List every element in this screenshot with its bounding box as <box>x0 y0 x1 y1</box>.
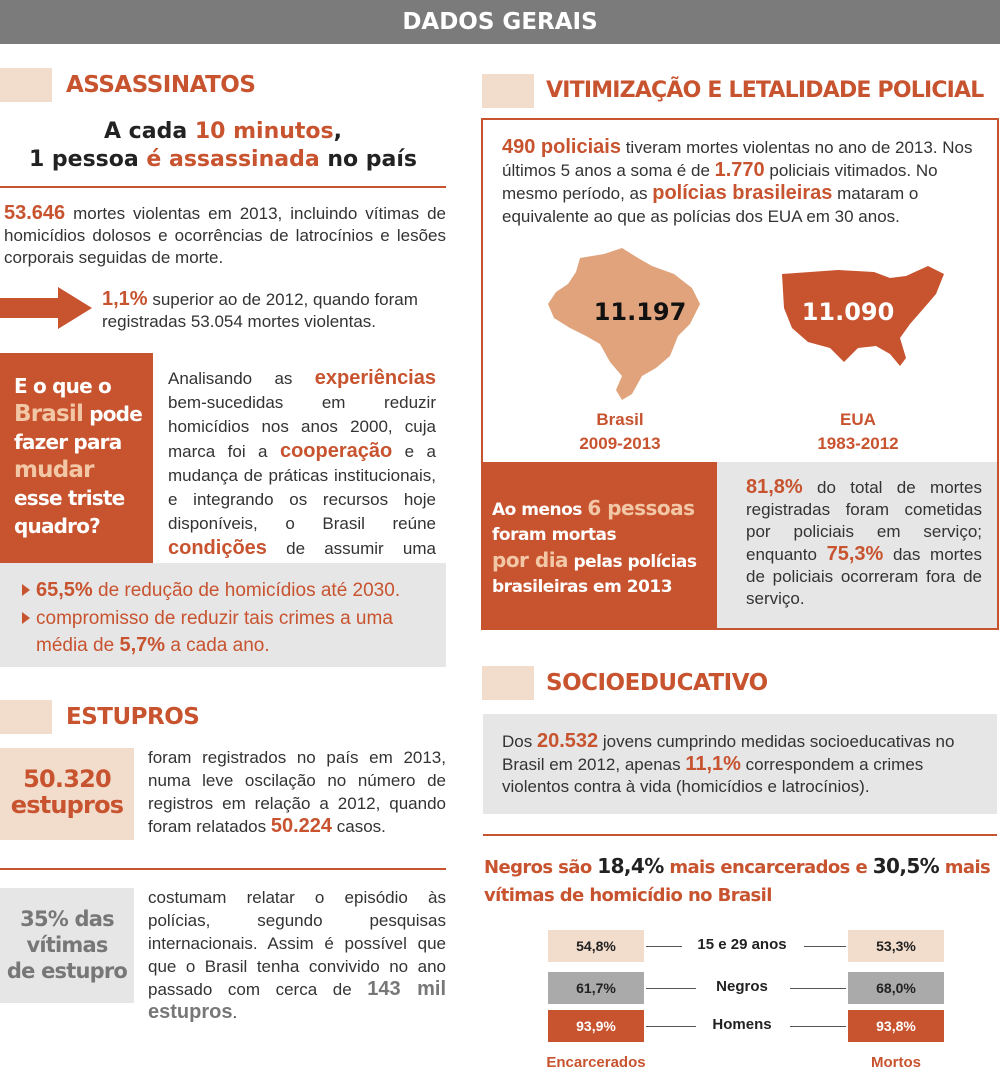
connector-line <box>646 946 682 947</box>
estupros-paragraph: foram registrados no país em 2013, numa leve oscilação no número de registros em relação a 2012, quando foram relatados 50.224 casos. <box>148 748 446 837</box>
encarcerados-pill: 61,7% <box>548 972 644 1004</box>
goal-2: compromisso de reduzir tais crimes a uma média de 5,7% a cada ano. <box>36 608 393 656</box>
connector-line <box>790 1026 846 1027</box>
mortos-pill: 53,3% <box>848 930 944 962</box>
mortos-label: Mortos <box>871 1054 921 1071</box>
divider <box>0 868 446 870</box>
section-marker <box>482 74 534 108</box>
assassinatos-headline: A cada 10 minutos, 1 pessoa é assassinada no país <box>28 119 418 172</box>
encarcerados-label: Encarcerados <box>546 1054 646 1071</box>
brasil-paragraph: Analisando as experiências bem-sucedidas em reduzir homicídios nos anos 2000, cuja marca foi a cooperação e a mudança de práticas institucionais, e integrando os recursos hoje disponíveis, o Brasil reúne condições de assumir uma <box>168 367 436 559</box>
encarcerados-pill: 54,8% <box>548 930 644 962</box>
row-label: Negros <box>716 978 768 995</box>
deaths-per-day-text: Ao menos 6 pessoas foram mortas por dia pelas polícias brasileiras em 2013 <box>492 496 697 597</box>
brasil-value: 11.197 <box>593 298 687 326</box>
row-label: 15 e 29 anos <box>697 936 787 953</box>
eua-label: EUA 1983-2012 <box>817 410 899 453</box>
police-stats-paragraph: 81,8% do total de mortes registradas foram cometidas por policiais em serviço; enquanto 75,3% das mortes de policiais ocorreram fora de serviço. <box>746 476 982 608</box>
connector-line <box>804 946 846 947</box>
goal-1: 65,5% de redução de homicídios até 2030. <box>36 579 401 601</box>
socioeducativo-title: SOCIOEDUCATIVO <box>546 670 768 696</box>
increase-paragraph: 1,1% superior ao de 2012, quando foram registradas 53.054 mortes violentas. <box>102 288 418 331</box>
socioeducativo-paragraph: Dos 20.532 jovens cumprindo medidas socioeducativas no Brasil em 2012, apenas 11,1% correspondem a crimes violentos contra à vida (homicídios e latrocínios). <box>502 730 955 796</box>
section-marker <box>0 68 52 102</box>
estupros-title: ESTUPROS <box>66 704 200 730</box>
section-marker <box>482 666 534 700</box>
negros-headline: Negros são 18,4% mais encarcerados e 30,5% mais vítimas de homicídio no Brasil <box>484 854 991 906</box>
eua-value: 11.090 <box>801 298 895 326</box>
brasil-label: Brasil 2009-2013 <box>579 410 661 453</box>
estupros-count: 50.320 estupros <box>10 765 124 819</box>
mortos-pill: 68,0% <box>848 972 944 1004</box>
arrow-icon <box>0 287 92 329</box>
policial-title: VITIMIZAÇÃO E LETALIDADE POLICIAL <box>546 78 984 103</box>
connector-line <box>790 988 846 989</box>
divider <box>0 186 446 188</box>
divider <box>483 834 997 836</box>
bullet-icon <box>22 584 30 596</box>
mortos-pill: 93,8% <box>848 1010 944 1042</box>
bullet-icon <box>22 612 30 624</box>
estupros-paragraph-2: costumam relatar o episódio às polícias, segundo pesquisas internacionais. Assim é possível que que o Brasil tenha convivido no ano passado com cerca de 143 mil estupros. <box>148 888 447 1023</box>
encarcerados-pill: 93,9% <box>548 1010 644 1042</box>
policial-paragraph: 490 policiais tiveram mortes violentas no ano de 2013. Nos últimos 5 anos a soma é de 1.770 policiais vitimados. No mesmo período, as polícias brasileiras mataram o equivalente ao que as polícias dos EUA em 30 anos. <box>502 136 973 226</box>
brasil-question-text: E o que o Brasil pode fazer para mudar esse triste quadro? <box>14 374 142 538</box>
section-marker <box>0 700 52 734</box>
page-title: DADOS GERAIS <box>402 9 598 35</box>
assassinatos-title: ASSASSINATOS <box>66 72 256 98</box>
deaths-paragraph: 53.646 mortes violentas em 2013, incluindo vítimas de homicídios dolosos e ocorrências de latrocínios e lesões corporais seguidas de morte. <box>4 202 446 267</box>
row-label: Homens <box>712 1016 772 1033</box>
estupros-pct: 35% das vítimas de estupro <box>6 907 128 983</box>
